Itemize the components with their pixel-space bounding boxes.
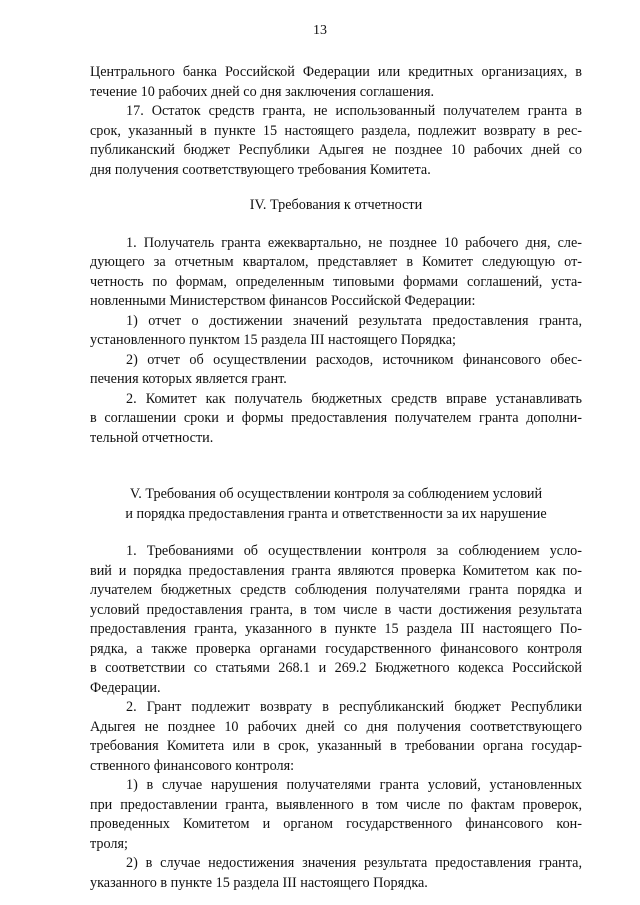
text-line: вий и порядка предоставления гранта являются проверка Комитетом как по- bbox=[90, 562, 582, 579]
text-line: требования Комитета или в срок, указанный в требовании органа государ- bbox=[90, 738, 582, 754]
text-line: 2) отчет об осуществлении расходов, источником финансового обес- bbox=[126, 351, 582, 368]
page-number: 13 bbox=[313, 23, 327, 38]
section-v-heading bbox=[90, 485, 582, 524]
text-line: Федерации. bbox=[90, 679, 161, 696]
paragraph-continuation bbox=[90, 63, 582, 102]
text-line: лучателем бюджетных средств соблюдения получателями гранта порядка и bbox=[90, 582, 582, 598]
text-line: рядка, а также проверка органами государственного финансового контроля bbox=[90, 640, 582, 657]
text-line: 1) отчет о достижении значений результата предоставления гранта, bbox=[126, 312, 582, 329]
text-line: троля; bbox=[90, 835, 128, 852]
text-line: публиканский бюджет Республики Адыгея не позднее 10 рабочих дней со bbox=[90, 142, 582, 158]
text-line: Адыгея не позднее 10 рабочих дней со дня получения соответствующего bbox=[90, 718, 582, 735]
section-iv-item-2 bbox=[90, 351, 582, 390]
text-line: условий предоставления гранта, в том числе в части достижения результата bbox=[90, 601, 582, 618]
text-line: тельной отчетности. bbox=[90, 429, 214, 446]
text-line: четность по формам, определенным типовыми формами соглашений, уста- bbox=[90, 273, 582, 290]
section-iv-paragraph-1 bbox=[90, 234, 582, 312]
text-line: указанного в пункте 15 раздела III настоящего Порядка. bbox=[90, 874, 428, 891]
text-line: 1. Получатель гранта ежеквартально, не позднее 10 рабочего дня, сле- bbox=[126, 234, 582, 251]
section-iv-paragraph-2 bbox=[90, 390, 582, 449]
text-line: проведенных Комитетом и органом государственного финансового кон- bbox=[90, 816, 582, 832]
document-body bbox=[90, 63, 582, 893]
section-v-paragraph-1 bbox=[90, 542, 582, 698]
section-v-item-2 bbox=[90, 854, 582, 893]
text-line: 1. Требованиями об осуществлении контроля за соблюдением усло- bbox=[126, 543, 582, 559]
text-line: дня получения соответствующего требования Комитета. bbox=[90, 161, 431, 178]
section-v-paragraph-2 bbox=[90, 698, 582, 776]
section-iv-item-1 bbox=[90, 312, 582, 351]
text-line: при предоставлении гранта, выявленного в том числе по фактам проверок, bbox=[90, 796, 582, 813]
paragraph-17 bbox=[90, 102, 582, 180]
text-line: печения которых является грант. bbox=[90, 371, 287, 387]
text-line: Центрального банка Российской Федерации или кредитных организациях, в bbox=[90, 64, 582, 80]
text-line: 17. Остаток средств гранта, не использованный получателем гранта в bbox=[126, 103, 582, 119]
text-line: 2) в случае недостижения значения результата предоставления гранта, bbox=[126, 855, 582, 871]
text-line: в соответствии со статьями 268.1 и 269.2 Бюджетного кодекса Российской bbox=[90, 660, 582, 676]
text-line: срок, указанный в пункте 15 настоящего раздела, подлежит возврату в рес- bbox=[90, 122, 582, 139]
text-line: течение 10 рабочих дней со дня заключения соглашения. bbox=[90, 83, 435, 100]
text-line: предоставления гранта, указанного в пункте 15 раздела III настоящего По- bbox=[90, 621, 582, 637]
section-iv-heading: IV. Требования к отчетности bbox=[249, 197, 423, 213]
text-line: в соглашении сроки и формы предоставления получателем гранта дополни- bbox=[90, 410, 582, 426]
heading-line: V. Требования об осуществлении контроля за соблюдением условий bbox=[129, 486, 543, 502]
text-line: 2. Грант подлежит возврату в республиканский бюджет Республики bbox=[126, 699, 582, 715]
text-line: дующего за отчетным кварталом, представляет в Комитет следующую от- bbox=[90, 254, 582, 270]
text-line: новленными Министерством финансов Российской Федерации: bbox=[90, 293, 476, 309]
text-line: 2. Комитет как получатель бюджетных средств вправе устанавливать bbox=[126, 390, 582, 407]
text-line: 1) в случае нарушения получателями гранта условий, установленных bbox=[126, 777, 582, 793]
section-v-item-1 bbox=[90, 776, 582, 854]
text-line: ственного финансового контроля: bbox=[90, 757, 295, 774]
heading-line: и порядка предоставления гранта и ответственности за их нарушение bbox=[125, 505, 547, 522]
text-line: установленного пунктом 15 раздела III настоящего Порядка; bbox=[90, 332, 456, 348]
